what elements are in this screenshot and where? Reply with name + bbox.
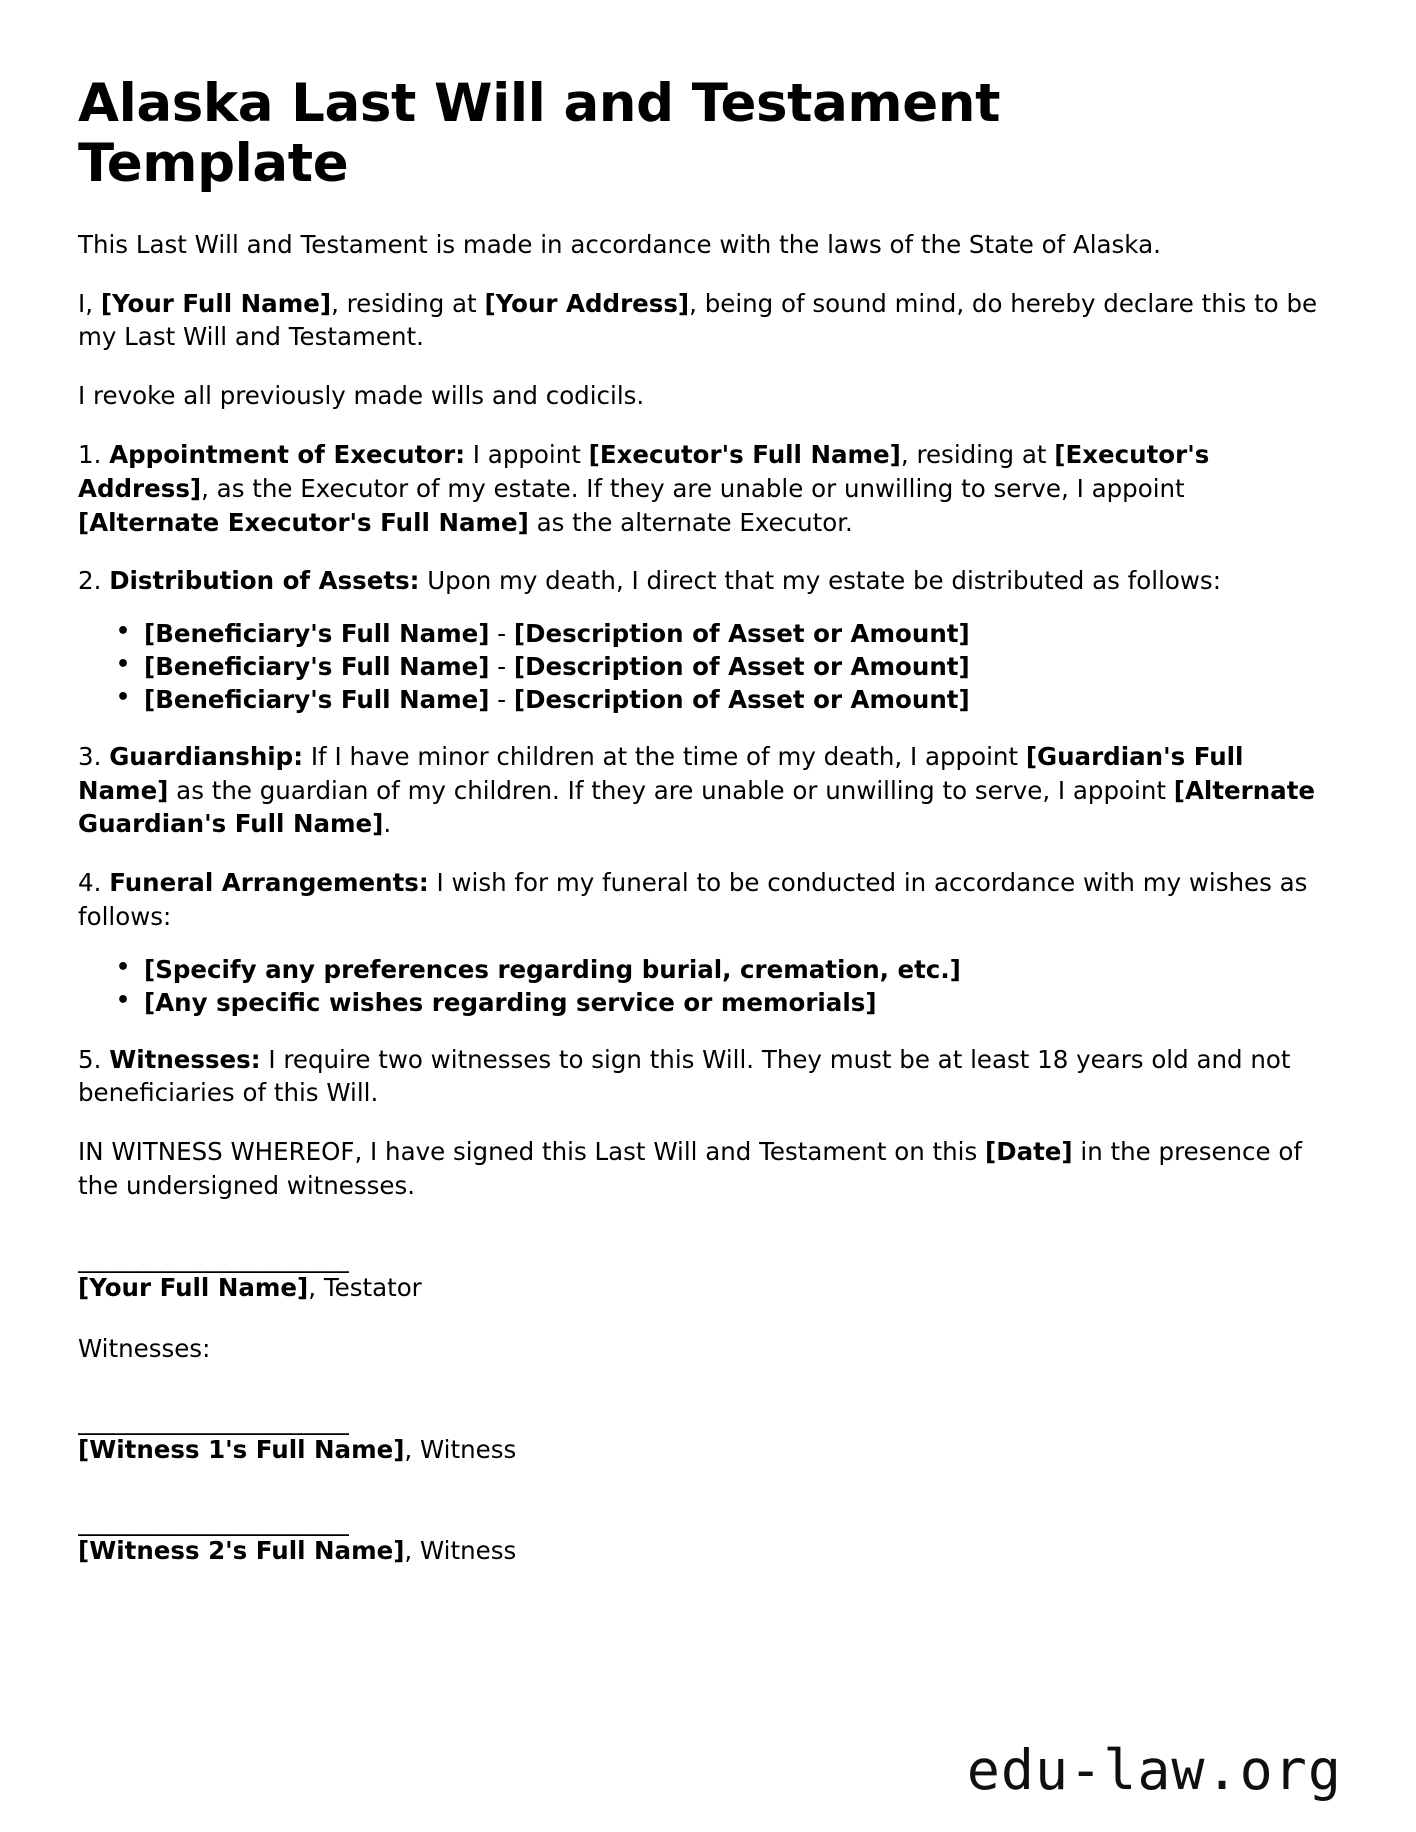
site-watermark: edu-law.org (966, 1738, 1342, 1802)
your-address-placeholder: [Your Address] (484, 288, 690, 318)
witness-2-role: , Witness (404, 1535, 517, 1565)
asset-description-placeholder: [Description of Asset or Amount] (513, 652, 970, 682)
list-item (144, 956, 1323, 985)
section-distribution (78, 564, 1323, 598)
list-item (144, 620, 1323, 649)
asset-description-placeholder: [Description of Asset or Amount] (513, 684, 970, 714)
section-5-number: 5. (78, 1044, 102, 1074)
attestation-suffix: in the presence of the undersigned witnesses. (78, 1137, 1303, 1201)
testator-signature-label (78, 1273, 1338, 1304)
beneficiary-name-placeholder: [Beneficiary's Full Name] (144, 684, 490, 714)
asset-description-placeholder: [Description of Asset or Amount] (513, 619, 970, 649)
your-full-name-placeholder: [Your Full Name] (100, 288, 332, 318)
list-item (144, 653, 1323, 682)
section-executor (78, 438, 1323, 539)
section-1-body-1: I appoint (465, 439, 589, 469)
section-4-number: 4. (78, 868, 102, 898)
page-title: Alaska Last Will and Testament Template (78, 73, 1001, 194)
section-3-body-1: If I have minor children at the time of my death, I appoint (303, 741, 1026, 771)
intro-text: This Last Will and Testament is made in accordance with the laws of the State of Alaska. (78, 229, 1161, 259)
revocation-text: I revoke all previously made wills and codicils. (78, 381, 645, 411)
burial-preference-placeholder: [Specify any preferences regarding burial, cremation, etc.] (144, 954, 961, 984)
date-placeholder: [Date] (985, 1137, 1073, 1167)
witness-2-signature-block (78, 1510, 1338, 1567)
beneficiary-separator: - (489, 684, 514, 714)
list-item (144, 989, 1323, 1018)
intro-paragraph (78, 228, 1323, 262)
section-3-number: 3. (78, 741, 102, 771)
attestation-paragraph (78, 1135, 1323, 1203)
section-2-number: 2. (78, 566, 102, 596)
funeral-wishes-list (78, 956, 1323, 1018)
declaration-middle: , residing at (331, 288, 485, 318)
executor-full-name-placeholder: [Executor's Full Name] (588, 439, 901, 469)
section-4-heading: Funeral Arrangements: (109, 868, 429, 898)
signature-rule: _______________________ (78, 1509, 349, 1536)
witness-1-signature-label (78, 1435, 1338, 1466)
guardian-name-placeholder: [Guardian's Full Name] (78, 741, 1244, 805)
alternate-guardian-name-placeholder: [Alternate Guardian's Full Name] (78, 775, 1316, 839)
section-2-heading: Distribution of Assets: (109, 566, 420, 596)
witness-2-name-placeholder: [Witness 2's Full Name] (78, 1535, 405, 1565)
section-funeral (78, 866, 1323, 934)
attestation-prefix: IN WITNESS WHEREOF, I have signed this Last Will and Testament on this (78, 1137, 986, 1167)
service-wishes-placeholder: [Any specific wishes regarding service or memorials] (144, 987, 877, 1017)
section-1-body-4: as the alternate Executor. (528, 507, 853, 537)
alternate-executor-name-placeholder: [Alternate Executor's Full Name] (78, 507, 529, 537)
list-item (144, 686, 1323, 715)
declaration-suffix: , being of sound mind, do hereby declare this to be my Last Will and Testament. (78, 288, 1318, 352)
beneficiary-name-placeholder: [Beneficiary's Full Name] (144, 619, 490, 649)
section-3-body-3: . (383, 809, 392, 839)
witness-1-signature-block (78, 1409, 1338, 1466)
section-witnesses (78, 1043, 1323, 1111)
section-1-body-3: , as the Executor of my estate. If they are unable or unwilling to serve, I appoint (201, 473, 1185, 503)
executor-address-placeholder: [Executor's Address] (78, 439, 1210, 503)
section-4-body-1: I wish for my funeral to be conducted in accordance with my wishes as follows: (78, 868, 1308, 932)
declaration-prefix: I, (78, 288, 101, 318)
revocation-paragraph (78, 379, 1323, 413)
section-3-body-2: as the guardian of my children. If they are unable or unwilling to serve, I appoint (168, 775, 1174, 805)
witnesses-label: Witnesses: (78, 1334, 211, 1364)
section-2-body-1: Upon my death, I direct that my estate be distributed as follows: (419, 566, 1221, 596)
section-1-body-2: , residing at (900, 439, 1055, 469)
testator-role: , Testator (308, 1272, 422, 1302)
declaration-paragraph (78, 287, 1323, 355)
testator-name-placeholder: [Your Full Name] (78, 1272, 309, 1302)
signature-rule: _______________________ (78, 1409, 349, 1436)
beneficiary-list (78, 620, 1323, 715)
testator-signature-block (78, 1247, 1338, 1304)
signature-rule: _______________________ (78, 1246, 349, 1273)
beneficiary-separator: - (489, 652, 514, 682)
witness-1-name-placeholder: [Witness 1's Full Name] (78, 1435, 405, 1465)
section-5-body-1: I require two witnesses to sign this Will. They must be at least 18 years old and not beneficiaries of this Will. (78, 1044, 1291, 1108)
witness-2-signature-label (78, 1536, 1338, 1567)
section-1-number: 1. (78, 439, 102, 469)
beneficiary-name-placeholder: [Beneficiary's Full Name] (144, 652, 490, 682)
section-guardianship (78, 740, 1323, 841)
section-1-heading: Appointment of Executor: (109, 439, 465, 469)
beneficiary-separator: - (489, 619, 514, 649)
section-3-heading: Guardianship: (109, 741, 304, 771)
section-5-heading: Witnesses: (109, 1044, 261, 1074)
witness-1-role: , Witness (404, 1435, 517, 1465)
